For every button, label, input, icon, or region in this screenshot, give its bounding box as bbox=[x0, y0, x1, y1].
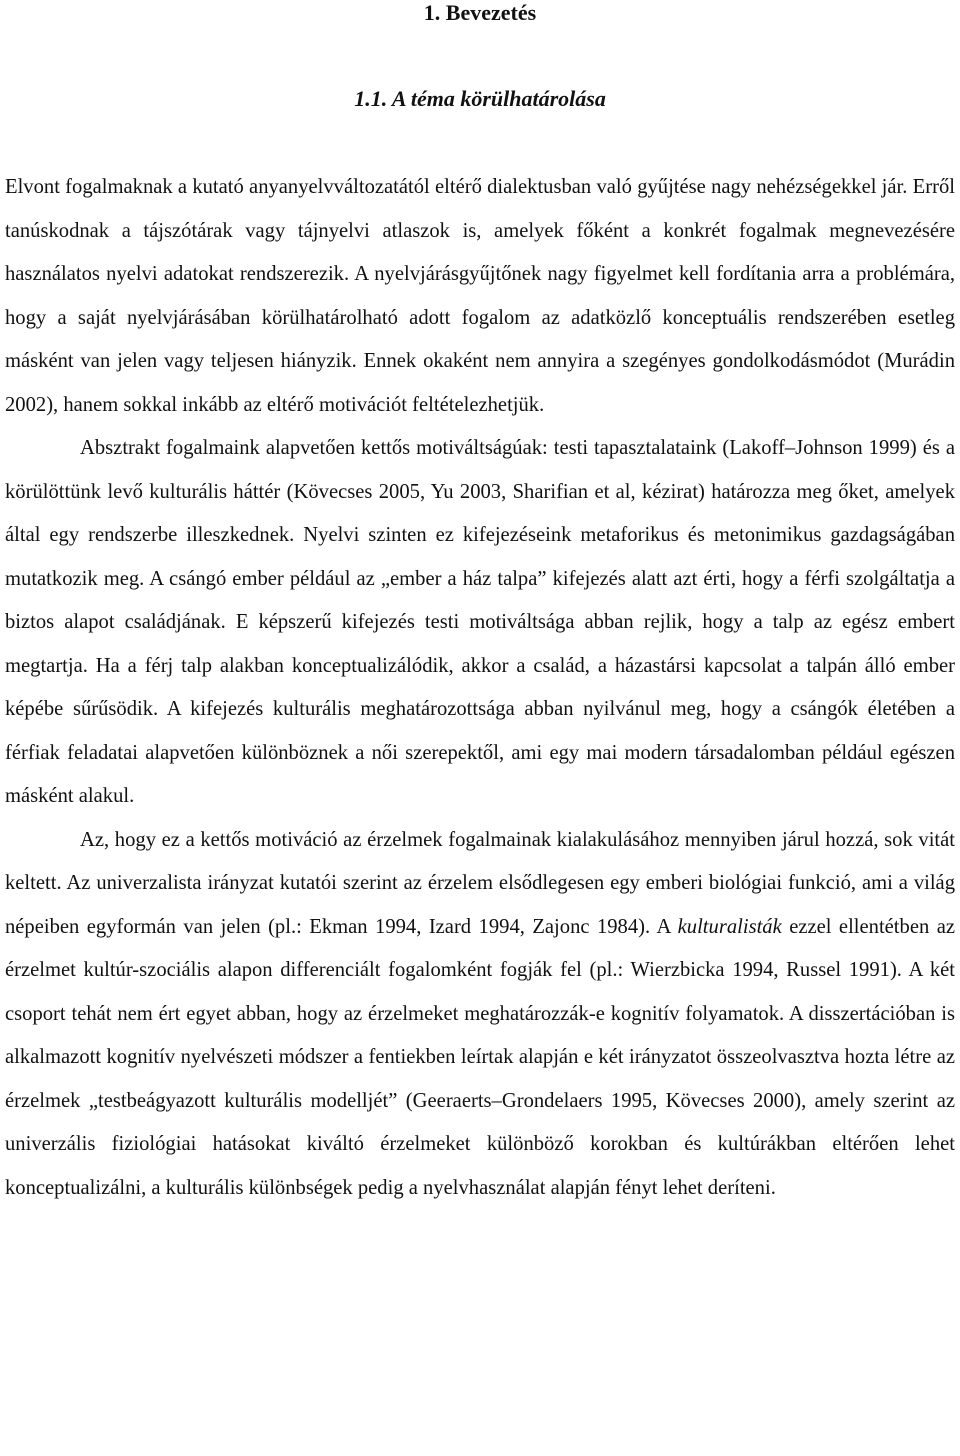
document-page bbox=[5, 0, 955, 1210]
chapter-title: 1. Bevezetés bbox=[423, 0, 537, 25]
paragraph-1: Elvont fogalmaknak a kutató anyanyelvváltozatától eltérő dialektusban való gyűjtése nagy nehézségekkel jár. Erről tanúskodnak a tájszótárak vagy tájnyelvi atlaszok is, amelyek főként a konkrét fogalmak megnevezésére használatos nyelvi adatokat rendszerezik. A nyelvjárásgyűjtőnek nagy figyelmet kell fordítania arra a problémára, hogy a saját nyelvjárásában körülhatárolható adott fogalom az adatközlő konceptuális rendszerében esetleg másként van jelen vagy teljesen hiányzik. Ennek okaként nem annyira a szegényes gondolkodásmódot (Murádin 2002), hanem sokkal inkább az eltérő motivációt feltételezhetjük. bbox=[5, 176, 955, 416]
paragraph-3 bbox=[5, 819, 955, 1211]
paragraph-3-text-start: Az, hogy ez a kettős motiváció az érzelmek fogalmainak kialakulásához mennyiben járul hozzá, sok vitát keltett. Az univerzalista irányzat kutatói szerint az érzelem elsődlegesen egy emberi biológiai funkció, ami a világ népeiben egyformán van jelen (pl.: Ekman 1994, Izard 1994, Zajonc 1984). A bbox=[5, 828, 955, 938]
paragraph-3-text-end: ezzel ellentétben az érzelmet kultúr-szociális alapon differenciált fogalomként fogják fel (pl.: Wierzbicka 1994, Russel 1991). A két csoport tehát nem ért egyet abban, hogy az érzelmeket meghatározzák-e kognitív folyamatok. A disszertációban is alkalmazott kognitív nyelvészeti módszer a fentiekben leírtak alapján e két irányzatot összeolvasztva hozta létre az érzelmek „testbeágyazott kulturális modelljét” (Geeraerts–Grondelaers 1995, Kövecses 2000), amely szerint az univerzális fiziológiai hatásokat kiváltó érzelmeket különböző korokban és kultúrákban eltérően lehet konceptualizálni, a kulturális különbségek pedig a nyelvhasználat alapján fényt lehet deríteni. bbox=[5, 915, 955, 1199]
paragraph-3-italic-term: kulturalisták bbox=[677, 915, 782, 938]
section-title: 1.1. A téma körülhatárolása bbox=[354, 86, 606, 111]
paragraph-2: Absztrakt fogalmaink alapvetően kettős motiváltságúak: testi tapasztalataink (Lakoff–Johnson 1999) és a körülöttünk levő kulturális háttér (Kövecses 2005, Yu 2003, Sharifian et al, kézirat) határozza meg őket, amelyek által egy rendszerbe illeszkednek. Nyelvi szinten ez kifejezéseink metaforikus és metonimikus gazdagságában mutatkozik meg. A csángó ember például az „ember a ház talpa” kifejezés alatt azt érti, hogy a férfi szolgáltatja a biztos alapot családjának. E képszerű kifejezés testi motiváltsága abban rejlik, hogy a talp az egész embert megtartja. Ha a férj talp alakban konceptualizálódik, akkor a család, a házastársi kapcsolat a talpán álló ember képébe sűrűsödik. A kifejezés kulturális meghatározottsága abban nyilvánul meg, hogy a csángók életében a férfiak feladatai alapvetően különböznek a női szerepektől, ami egy mai modern társadalomban például egészen másként alakul. bbox=[5, 437, 955, 807]
